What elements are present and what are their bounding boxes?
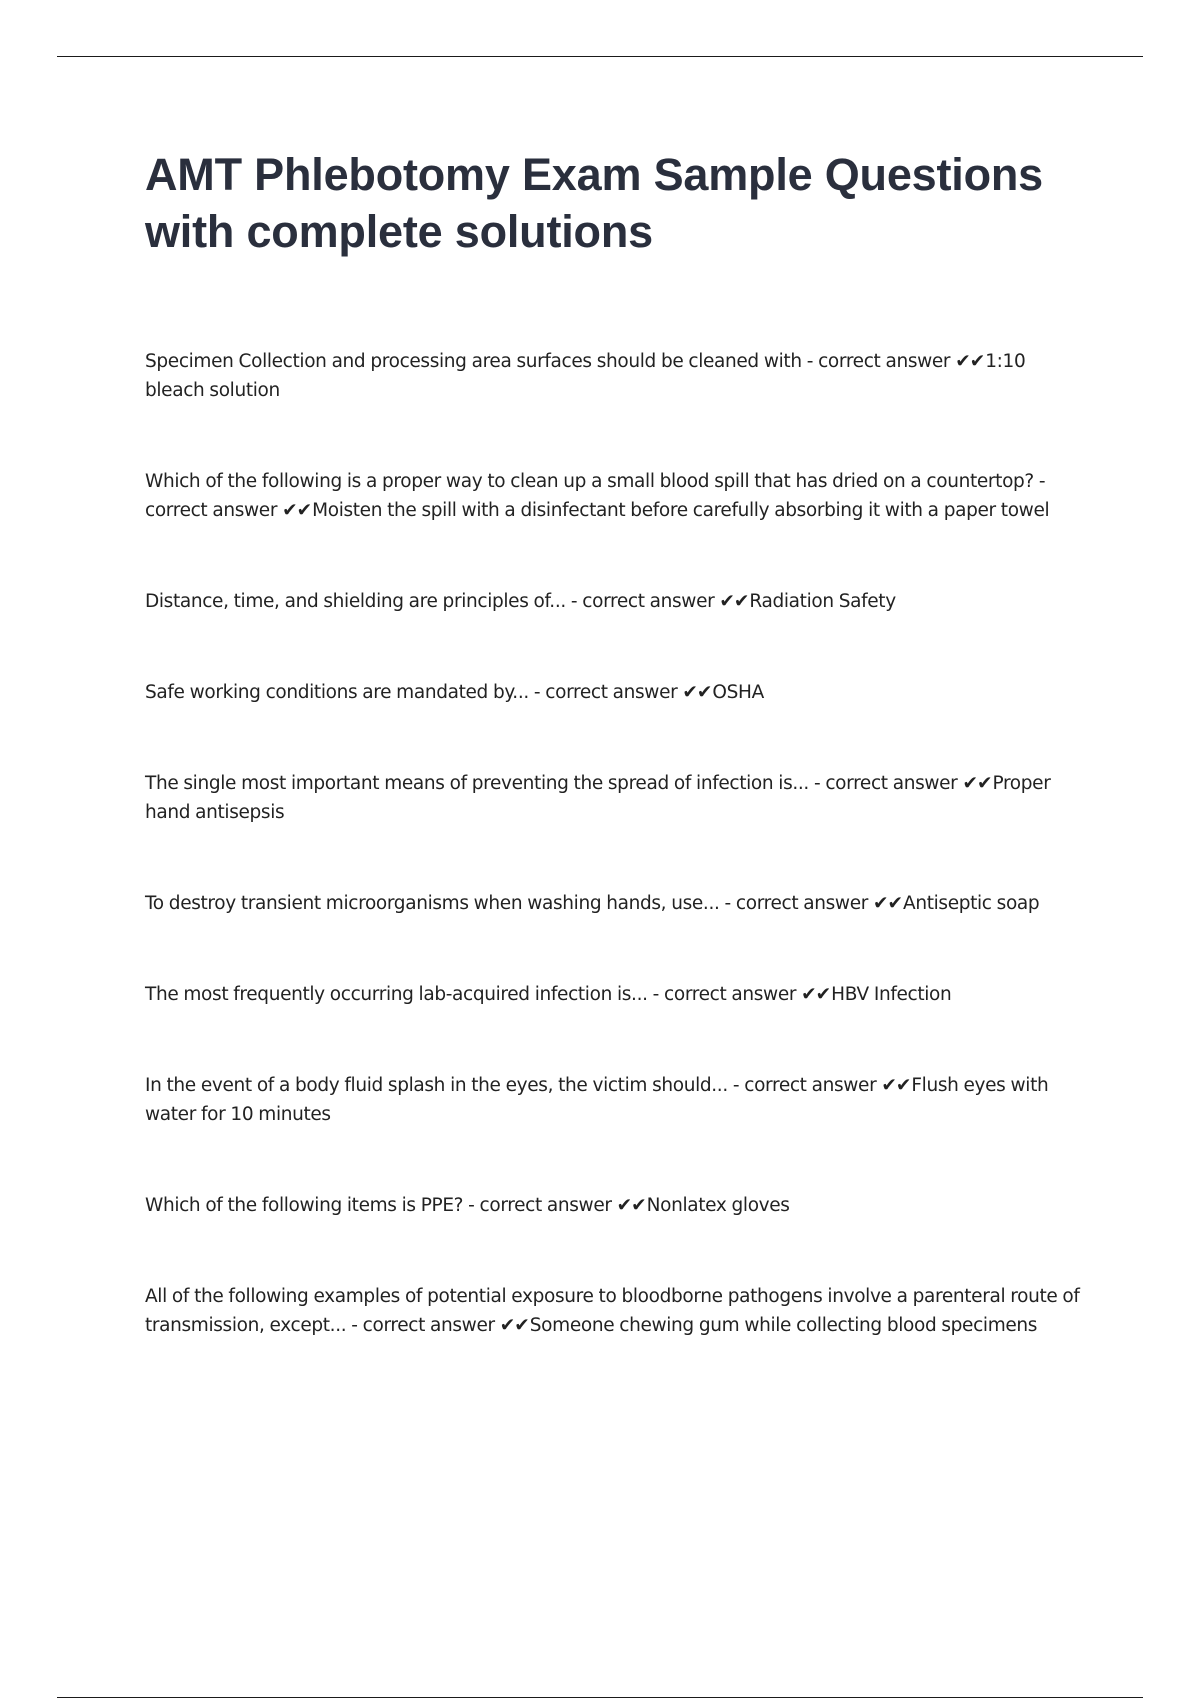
separator: -	[346, 1315, 363, 1336]
answer-marker: correct answer	[818, 351, 951, 372]
qa-item	[145, 769, 1080, 827]
answer-text: Nonlatex gloves	[646, 1195, 790, 1216]
double-check-icon: ✔✔	[616, 1195, 646, 1216]
qa-item	[145, 980, 1080, 1009]
answer-text: Moisten the spill with a disinfectant before carefully absorbing it with a paper towel	[312, 500, 1050, 521]
answer-marker: correct answer	[145, 500, 278, 521]
page-title: AMT Phlebotomy Exam Sample Questions with complete solutions	[145, 149, 1043, 257]
question-text: Which of the following is a proper way to clean up a small blood spill that has dried on a countertop?	[145, 471, 1034, 492]
separator: -	[1033, 471, 1046, 492]
answer-marker: correct answer	[362, 1315, 495, 1336]
answer-text: HBV Infection	[831, 984, 952, 1005]
answer-marker: correct answer	[545, 682, 678, 703]
answer-marker: correct answer	[735, 893, 868, 914]
qa-item	[145, 1071, 1080, 1129]
double-check-icon: ✔✔	[682, 682, 712, 703]
separator: -	[801, 351, 819, 372]
answer-marker: correct answer	[744, 1075, 877, 1096]
qa-item	[145, 678, 1080, 707]
answer-text: Someone chewing gum while collecting blood specimens	[529, 1315, 1038, 1336]
question-text: The single most important means of preventing the spread of infection is...	[145, 773, 809, 794]
qa-item	[145, 347, 1080, 405]
question-text: In the event of a body fluid splash in the eyes, the victim should...	[145, 1075, 728, 1096]
double-check-icon: ✔✔	[499, 1315, 529, 1336]
double-check-icon: ✔✔	[719, 591, 749, 612]
answer-text: Radiation Safety	[749, 591, 896, 612]
separator: -	[808, 773, 826, 794]
separator: -	[565, 591, 583, 612]
top-rule	[57, 56, 1143, 57]
answer-text: Flush eyes with water for 10 minutes	[145, 1075, 1049, 1125]
answer-marker: correct answer	[664, 984, 797, 1005]
double-check-icon: ✔✔	[962, 773, 992, 794]
qa-item	[145, 889, 1080, 918]
qa-item	[145, 1191, 1080, 1220]
question-text: Distance, time, and shielding are principles of...	[145, 591, 566, 612]
question-text: Safe working conditions are mandated by...	[145, 682, 529, 703]
question-text: To destroy transient microorganisms when washing hands, use...	[145, 893, 720, 914]
separator: -	[719, 893, 736, 914]
double-check-icon: ✔✔	[955, 351, 985, 372]
qa-item	[145, 1282, 1080, 1340]
double-check-icon: ✔✔	[801, 984, 831, 1005]
separator: -	[463, 1195, 480, 1216]
answer-text: 1:10 bleach solution	[145, 351, 1026, 401]
answer-marker: correct answer	[825, 773, 958, 794]
separator: -	[647, 984, 665, 1005]
qa-list	[145, 347, 1080, 1402]
answer-text: Proper hand antisepsis	[145, 773, 1051, 823]
answer-text: OSHA	[712, 682, 764, 703]
question-text: Specimen Collection and processing area surfaces should be cleaned with	[145, 351, 802, 372]
double-check-icon: ✔✔	[881, 1075, 911, 1096]
double-check-icon: ✔✔	[873, 893, 903, 914]
separator: -	[727, 1075, 745, 1096]
answer-marker: correct answer	[479, 1195, 612, 1216]
double-check-icon: ✔✔	[282, 500, 312, 521]
qa-item	[145, 467, 1080, 525]
question-text: Which of the following items is PPE?	[145, 1195, 464, 1216]
question-text: All of the following examples of potential exposure to bloodborne pathogens involve a parenteral route of transmission, except...	[145, 1286, 1080, 1336]
separator: -	[528, 682, 546, 703]
question-text: The most frequently occurring lab-acquired infection is...	[145, 984, 648, 1005]
answer-marker: correct answer	[582, 591, 715, 612]
bottom-rule	[57, 1697, 1143, 1698]
answer-text: Antiseptic soap	[903, 893, 1040, 914]
qa-item	[145, 587, 1080, 616]
